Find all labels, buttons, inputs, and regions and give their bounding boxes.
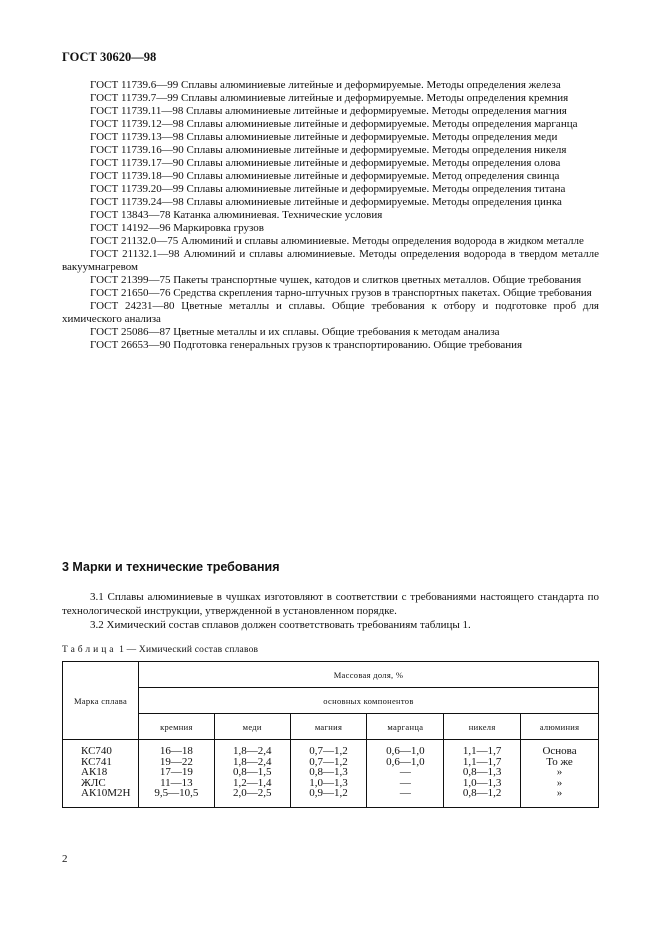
value-cell: 1,2—1,4 (232, 776, 272, 789)
table-caption (62, 645, 258, 655)
value-cell: 0,8—1,3 (462, 766, 502, 778)
mass-fraction-header: Массовая доля, % (138, 662, 598, 688)
reference-item: ГОСТ 21132.0—75 Алюминий и сплавы алюминиевые. Методы определения водорода в жидком металле (90, 235, 584, 247)
reference-item: ГОСТ 25086—87 Цветные металлы и их сплавы. Общие требования к методам анализа (90, 326, 500, 338)
nickel-column (444, 740, 521, 808)
reference-item: ГОСТ 11739.20—99 Сплавы алюминиевые литейные и деформируемые. Методы определения титана (90, 183, 566, 195)
page-number: 2 (62, 853, 68, 865)
value-cell: 0,7—1,2 (309, 755, 348, 768)
value-cell: 1,8—2,4 (232, 755, 272, 768)
value-cell: — (399, 776, 411, 789)
value-cell: — (399, 787, 411, 799)
reference-item: ГОСТ 11739.17—90 Сплавы алюминиевые литейные и деформируемые. Методы определения олова (90, 157, 561, 169)
components-header: основных компонентов (138, 688, 598, 714)
section-body (62, 590, 599, 632)
grade-cell: АК10М2Н (81, 787, 131, 799)
copper-column (214, 740, 290, 808)
grade-column (63, 740, 139, 808)
value-cell: 1,0—1,3 (462, 776, 502, 789)
reference-item: ГОСТ 11739.18—90 Сплавы алюминиевые литейные и деформируемые. Метод определения свинца (90, 170, 560, 182)
value-cell: 0,7—1,2 (309, 745, 348, 757)
value-cell: 1,1—1,7 (462, 755, 502, 768)
value-cell: 0,8—1,3 (309, 766, 348, 778)
reference-item: ГОСТ 11739.24—98 Сплавы алюминиевые литейные и деформируемые. Методы определения цинка (90, 196, 562, 208)
value-cell: 19—22 (159, 755, 193, 768)
paragraph-3-1: 3.1 Сплавы алюминиевые в чушках изготовляют в соответствии с требованиями настоящего стандарта по технологической инструкции, утвержденной в установленном порядке. (62, 591, 599, 617)
silicon-column (138, 740, 214, 808)
reference-item: ГОСТ 21399—75 Пакеты транспортные чушек, катодов и слитков цветных металлов. Общие требования (90, 274, 582, 286)
column-header-silicon: кремния (138, 714, 214, 740)
value-cell: Основа (542, 745, 577, 757)
value-cell: — (399, 766, 411, 778)
grade-cell: КС741 (81, 755, 112, 768)
column-header-manganese: марганца (367, 714, 444, 740)
reference-item: ГОСТ 26653—90 Подготовка генеральных грузов к транспортированию. Общие требования (90, 339, 523, 351)
value-cell: 0,8—1,5 (232, 766, 272, 778)
aluminium-column (521, 740, 599, 808)
value-cell: » (556, 766, 563, 778)
value-cell: 1,0—1,3 (309, 776, 348, 789)
value-cell: 0,6—1,0 (386, 745, 425, 757)
reference-item: ГОСТ 21132.1—98 Алюминий и сплавы алюминиевые. Методы определения водорода в твердом металле вакуумнагревом (62, 248, 599, 273)
reference-item: ГОСТ 11739.16—90 Сплавы алюминиевые литейные и деформируемые. Методы определения никеля (90, 144, 567, 156)
value-cell: » (556, 787, 563, 799)
value-cell: То же (546, 755, 573, 768)
grade-cell: АК18 (81, 766, 108, 778)
grade-header: Марка сплава (63, 662, 139, 740)
reference-item: ГОСТ 11739.11—98 Сплавы алюминиевые литейные и деформируемые. Методы определения магния (90, 105, 567, 117)
column-header-aluminium: алюминия (521, 714, 599, 740)
value-cell: 0,6—1,0 (386, 755, 425, 768)
value-cell: 17—19 (159, 766, 193, 778)
value-cell: 9,5—10,5 (154, 787, 199, 799)
column-header-nickel: никеля (444, 714, 521, 740)
value-cell: 11—13 (160, 776, 193, 789)
table-body-row (63, 740, 599, 808)
section-title: 3 Марки и технические требования (62, 560, 280, 574)
paragraph-3-2: 3.2 Химический состав сплавов должен соответствовать требованиям таблицы 1. (90, 619, 471, 631)
value-cell: 0,8—1,2 (462, 787, 502, 799)
table-caption-label: Таблица (62, 645, 117, 655)
reference-item: ГОСТ 21650—76 Средства скрепления тарно-штучных грузов в транспортных пакетах. Общие требования (90, 287, 592, 299)
magnesium-column (290, 740, 367, 808)
reference-item: ГОСТ 14192—96 Маркировка грузов (90, 222, 264, 234)
reference-item: ГОСТ 11739.6—99 Сплавы алюминиевые литейные и деформируемые. Методы определения железа (90, 79, 561, 91)
column-header-magnesium: магния (290, 714, 367, 740)
chemical-composition-table (62, 661, 599, 808)
reference-item: ГОСТ 11739.12—98 Сплавы алюминиевые литейные и деформируемые. Методы определения марганца (90, 118, 578, 130)
value-cell: 0,9—1,2 (309, 787, 348, 799)
value-cell: 1,8—2,4 (232, 745, 272, 757)
value-cell: 2,0—2,5 (232, 787, 272, 799)
value-cell: » (556, 776, 563, 789)
manganese-column (367, 740, 444, 808)
grade-cell: КС740 (81, 745, 112, 757)
references-list (62, 79, 599, 352)
reference-item: ГОСТ 11739.13—98 Сплавы алюминиевые литейные и деформируемые. Методы определения меди (90, 131, 558, 143)
grade-cell: ЖЛС (81, 776, 106, 789)
value-cell: 1,1—1,7 (462, 745, 502, 757)
value-cell: 16—18 (159, 745, 193, 757)
reference-item: ГОСТ 24231—80 Цветные металлы и сплавы. Общие требования к отбору и подготовке проб для химического анализа (62, 300, 599, 325)
reference-item: ГОСТ 11739.7—99 Сплавы алюминиевые литейные и деформируемые. Методы определения кремния (90, 92, 569, 104)
reference-item: ГОСТ 13843—78 Катанка алюминиевая. Технические условия (90, 209, 383, 221)
page-header: ГОСТ 30620—98 (62, 50, 157, 64)
column-header-copper: меди (214, 714, 290, 740)
table-caption-title: 1 — Химический состав сплавов (119, 645, 259, 655)
